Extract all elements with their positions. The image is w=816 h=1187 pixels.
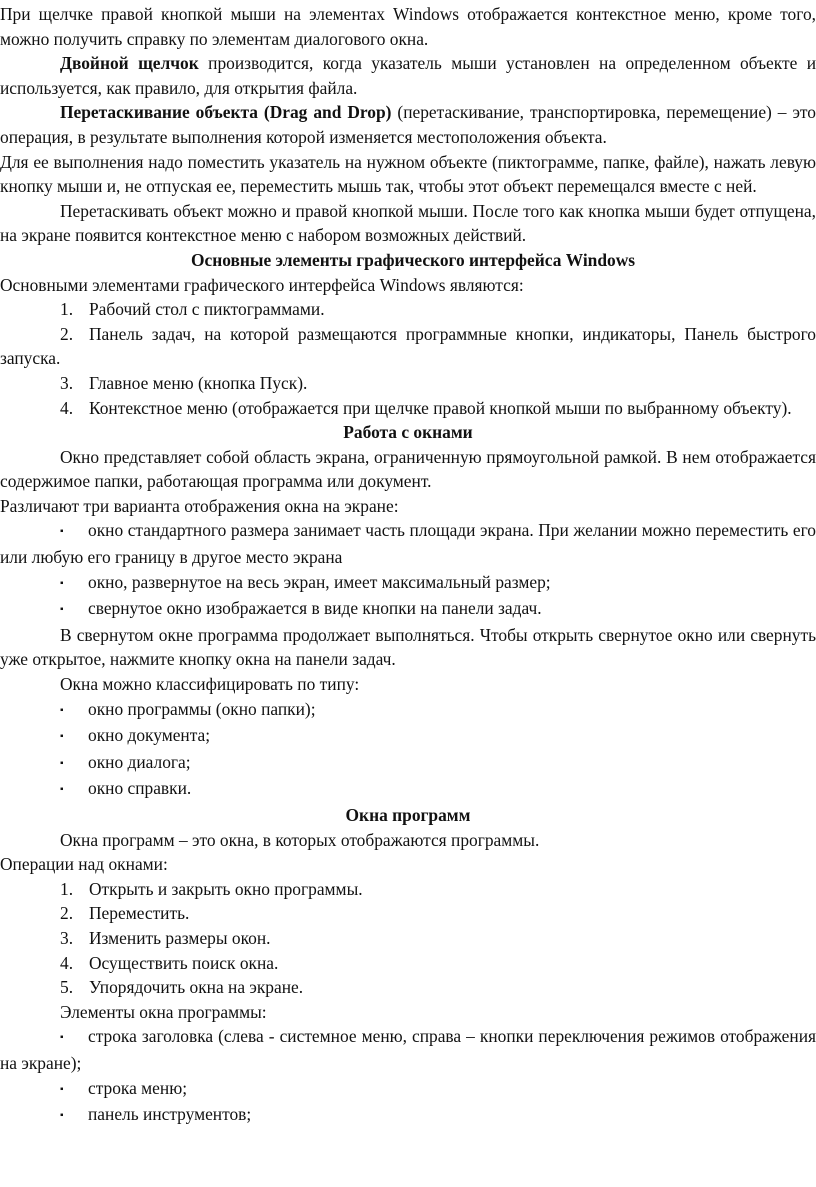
square-bullet-icon: ▪ [60, 526, 64, 538]
list-item-text: строка заголовка (слева - системное меню, справа – кнопки переключения режимов отображения на экране); [0, 1026, 816, 1073]
list-item [0, 297, 816, 322]
paragraph-gui-intro: Основными элементами графического интерфейса Windows являются: [0, 274, 524, 295]
list-item-text: окно диалога; [88, 751, 191, 772]
list-item [0, 926, 816, 951]
heading-program-windows: Окна программ [345, 805, 471, 825]
paragraph-minimized-window: В свернутом окне программа продолжает выполняться. Чтобы открыть свернутое окно или свернуть уже открытое, нажмите кнопку окна на панели задач. [0, 624, 816, 670]
list-item [0, 596, 816, 623]
square-bullet-icon: ▪ [60, 757, 64, 769]
list-item [0, 750, 816, 777]
list-item [0, 901, 816, 926]
list-item-text: окно стандартного размера занимает часть площади экрана. При желании можно переместить его или любую его границу в другое место экрана [0, 520, 816, 568]
list-number: 5. [60, 977, 74, 998]
paragraph-program-windows: Окна программ – это окна, в которых отображаются программы. [60, 829, 540, 850]
list-item [0, 570, 816, 597]
list-item [0, 776, 816, 803]
list-item [0, 518, 816, 569]
list-item [0, 396, 816, 421]
list-number: 4. [60, 952, 74, 973]
list-item-text: строка меню; [88, 1077, 188, 1098]
list-item-text: Осуществить поиск окна. [89, 952, 279, 973]
list-item-text: окно документа; [88, 725, 211, 746]
list-item-text: Открыть и закрыть окно программы. [89, 878, 363, 899]
list-item-text: Рабочий стол с пиктограммами. [89, 299, 325, 320]
list-item-text: свернутое окно изображается в виде кнопки на панели задач. [88, 598, 542, 619]
list-number: 3. [60, 372, 74, 393]
square-bullet-icon: ▪ [60, 784, 64, 796]
list-number: 3. [60, 927, 74, 948]
paragraph-window-types-intro: Окна можно классифицировать по типу: [60, 674, 360, 695]
paragraph-display-variants: Различают три варианта отображения окна на экране: [0, 495, 399, 516]
list-number: 1. [60, 299, 74, 320]
term-double-click: Двойной щелчок [60, 53, 199, 74]
paragraph-drag-drop [0, 100, 816, 149]
paragraph-double-click [0, 51, 816, 100]
list-item [0, 371, 816, 396]
paragraph-drag-how: Для ее выполнения надо поместить указатель на нужном объекте (пиктограмме, папке, файле), нажать левую кнопку мыши и, не отпуская ее, переместить мышь так, чтобы этот объект перемещался вместе с ней. [0, 151, 816, 197]
display-variants-list [0, 518, 816, 622]
list-item [0, 1102, 816, 1129]
list-number: 4. [60, 397, 74, 418]
paragraph-right-drag: Перетаскивать объект можно и правой кнопкой мыши. После того как кнопка мыши будет отпущена, на экране появится контекстное меню с набором возможных действий. [0, 200, 816, 246]
list-item [0, 697, 816, 724]
list-item [0, 877, 816, 902]
paragraph-double-click-text: производится, когда указатель мыши установлен на определенном объекте и используется, как правило, для открытия файла. [0, 53, 816, 98]
list-item-text: Переместить. [89, 903, 190, 924]
window-elements-list [0, 1024, 816, 1128]
square-bullet-icon: ▪ [60, 1110, 64, 1122]
square-bullet-icon: ▪ [60, 577, 64, 589]
list-item [0, 1076, 816, 1103]
list-item [0, 975, 816, 1000]
window-types-list [0, 697, 816, 803]
list-item [0, 951, 816, 976]
paragraph-context-menu: При щелчке правой кнопкой мыши на элементах Windows отображается контекстное меню, кроме того, можно получить справку по элементам диалогового окна. [0, 4, 816, 49]
list-item-text: Главное меню (кнопка Пуск). [89, 372, 308, 393]
paragraph-drag-drop-text: (перетаскивание, транспортировка, перемещение) – это операция, в результате выполнения которой изменяется местоположения объекта. [0, 102, 816, 147]
square-bullet-icon: ▪ [60, 704, 64, 716]
list-item [0, 322, 816, 371]
list-number: 2. [60, 903, 74, 924]
list-item-text: панель инструментов; [88, 1104, 252, 1125]
heading-gui-elements: Основные элементы графического интерфейса Windows [190, 249, 636, 270]
term-drag-drop-en: (Drag and Drop) [263, 102, 392, 123]
list-item [0, 1024, 816, 1075]
square-bullet-icon: ▪ [60, 1032, 64, 1044]
list-item-text: Контекстное меню (отображается при щелчке правой кнопкой мыши по выбранному объекту). [89, 397, 792, 418]
square-bullet-icon: ▪ [60, 604, 64, 616]
paragraph-window-definition: Окно представляет собой область экрана, ограниченную прямоугольной рамкой. В нем отображается содержимое папки, работающая программа или документ. [0, 446, 816, 492]
list-item-text: окно справки. [88, 778, 192, 799]
list-item-text: окно программы (окно папки); [88, 698, 316, 719]
heading-working-with-windows: Работа с окнами [343, 422, 473, 443]
list-item [0, 723, 816, 750]
term-drag-object: Перетаскивание объекта [60, 102, 258, 123]
list-item-text: Изменить размеры окон. [89, 927, 271, 948]
paragraph-window-elements-intro: Элементы окна программы: [60, 1001, 267, 1022]
paragraph-operations-intro: Операции над окнами: [0, 854, 168, 875]
square-bullet-icon: ▪ [60, 731, 64, 743]
square-bullet-icon: ▪ [60, 1083, 64, 1095]
gui-elements-list [0, 297, 816, 420]
window-operations-list [0, 877, 816, 1000]
list-number: 1. [60, 878, 74, 899]
list-number: 2. [60, 323, 74, 344]
list-item-text: Панель задач, на которой размещаются программные кнопки, индикаторы, Панель быстрого запуска. [0, 323, 816, 369]
list-item-text: окно, развернутое на весь экран, имеет максимальный размер; [88, 571, 551, 592]
list-item-text: Упорядочить окна на экране. [89, 977, 304, 998]
